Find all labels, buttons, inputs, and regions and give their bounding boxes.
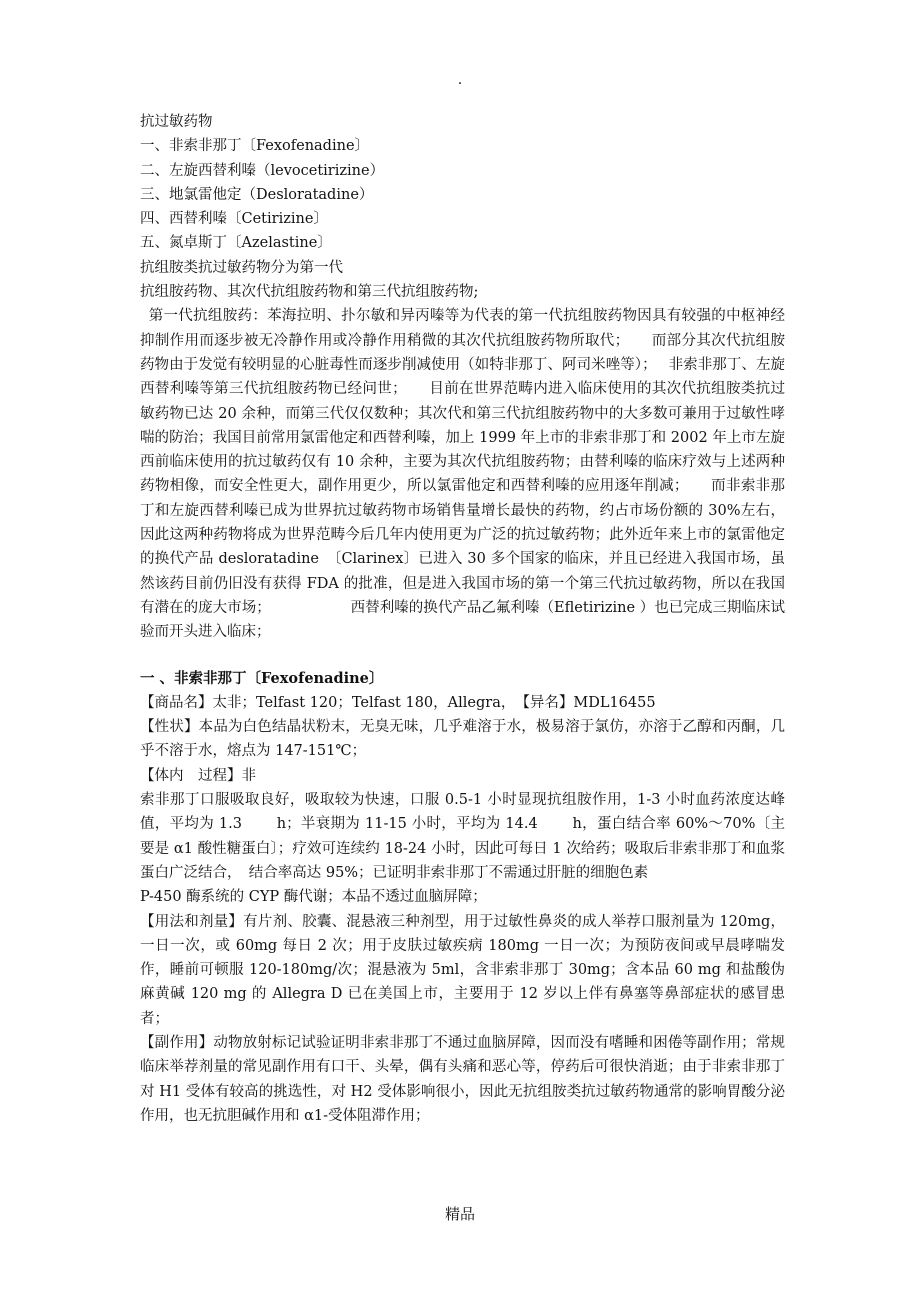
document-body <box>140 110 785 1128</box>
trade-name-field: 【商品名】太非；Telfast 120；Telfast 180，Allegra， 【异名】MDL16455 <box>140 694 656 711</box>
intro-line: 抗组胺类抗过敏药物分为第一代 <box>140 259 343 276</box>
side-effects-field: 【副作用】动物放射标记试验证明非索非那丁不通过血脑屏障，因而没有嗜睡和困倦等副作用；常规临床举荐剂量的常见副作用有口干、头晕，偶有头痛和恶心等，停药后可很快消逝；由于非索非那丁对 H1 受体有较高的挑选性，对 H2 受体影响很小，因此无抗组胺类抗过敏药物通常的影响胃酸分泌作用，也无抗胆碱作用和 α1-受体阻滞作用； <box>140 1034 785 1124</box>
toc-item: 一、非索非那丁〔Fexofenadine〕 <box>140 138 370 155</box>
intro-paragraph: 第一代抗组胺药：苯海拉明、扑尔敏和异丙嗪等为代表的第一代抗组胺药物因具有较强的中枢神经抑制作用而逐步被无冷静作用或冷静作用稍微的其次代抗组胺药物所取代； 而部分其次代抗组胺药物由于发觉有较明显的心脏毒性而逐步削减使用（如特非那丁、阿司米唑等）； 非索非那丁、左旋西替利嗪等第三代抗组胺药物已经问世； 目前在世界范畴内进入临床使用的其次代抗组胺类抗过敏药物已达 20 余种，而第三代仅仅数种；其次代和第三代抗组胺药物中的大多数可兼用于过敏性哮喘的防治；我国目前常用氯雷他定和西替利嗪，加上 1999 年上市的非索非那丁和 2002 年上市左旋西前临床使用的抗过敏药仅有 10 余种，主要为其次代抗组胺药物；由替利嗪的临床疗效与上述两种药物相像，而安全性更大，副作用更少，所以氯雷他定和西替利嗪的应用逐年削减； 而非索非那丁和左旋西替利嗪已成为世界抗过敏药物市场销售量增长最快的药物，约占市场份额的 30%左右，因此这两种药物将成为世界范畴今后几年内使用更为广泛的抗过敏药物；此外近年来上市的氯雷他定的换代产品 desloratadine 〔Clarinex〕已进入 30 多个国家的临床，并且已经进入我国市场，虽然该药目前仍旧没有获得 FDA 的批准，但是进入我国市场的第一个第三代抗过敏药物，所以在我国有潜在的庞大市场； 西替利嗪的换代产品乙氟利嗪（Efletirizine ）也已完成三期临床试验而开头进入临床； <box>140 308 785 641</box>
toc-item: 三、地氯雷他定（Desloratadine） <box>140 186 374 203</box>
header-mark: . <box>457 72 463 88</box>
usage-field: 【用法和剂量】有片剂、胶囊、混悬液三种剂型，用于过敏性鼻炎的成人举荐口服剂量为 120mg，一日一次，或 60mg 每日 2 次；用于皮肤过敏疾病 180mg 一日一次；为预防夜间或早晨哮喘发作，睡前可顿服 120-180mg/次；混悬液为 5ml，含非索非那丁 30mg；含本品 60 mg 和盐酸伪麻黄碱 120 mg 的 Allegra D 已在美国上市，主要用于 12 岁以上伴有鼻塞等鼻部症状的感冒患者； <box>140 913 785 1027</box>
toc-item: 五、氮卓斯丁〔Azelastine〕 <box>140 235 332 252</box>
in-vivo-text: 索非那丁口服吸取良好，吸取较为快速，口服 0.5-1 小时显现抗组胺作用，1-3 小时血药浓度达峰值，平均为 1.3 h；半衰期为 11-15 小时，平均为 14.4 h，蛋白结合率 60%～70%〔主要是 α1 酸性糖蛋白〕；疗效可连续约 18-24 小时，因此可每日 1 次给药；吸取后非索非那丁和血浆蛋白广泛结合， 结合率高达 95%；已证明非索非那丁不需通过肝脏的细胞色素 <box>140 792 785 881</box>
toc-item: 四、西替利嗪〔Cetirizine〕 <box>140 211 328 228</box>
properties-field: 【性状】本品为白色结晶状粉末，无臭无味，几乎难溶于水，极易溶于氯仿，亦溶于乙醇和丙酮，几乎不溶于水，熔点为 147-151℃； <box>140 719 785 760</box>
in-vivo-tail: P-450 酶系统的 CYP 酶代谢；本品不透过血脑屏障； <box>140 889 487 906</box>
document-title: 抗过敏药物 <box>140 114 213 130</box>
footer-label: 精品 <box>444 1205 475 1223</box>
in-vivo-label: 【体内 过程】非 <box>140 767 256 784</box>
intro-line: 抗组胺药物、其次代抗组胺药物和第三代抗组胺药物; <box>140 284 479 301</box>
spacer <box>140 645 785 667</box>
section-title: 一 、非索非那丁〔Fexofenadine〕 <box>140 669 384 687</box>
toc-item: 二、左旋西替利嗪（levocetirizine） <box>140 162 385 179</box>
